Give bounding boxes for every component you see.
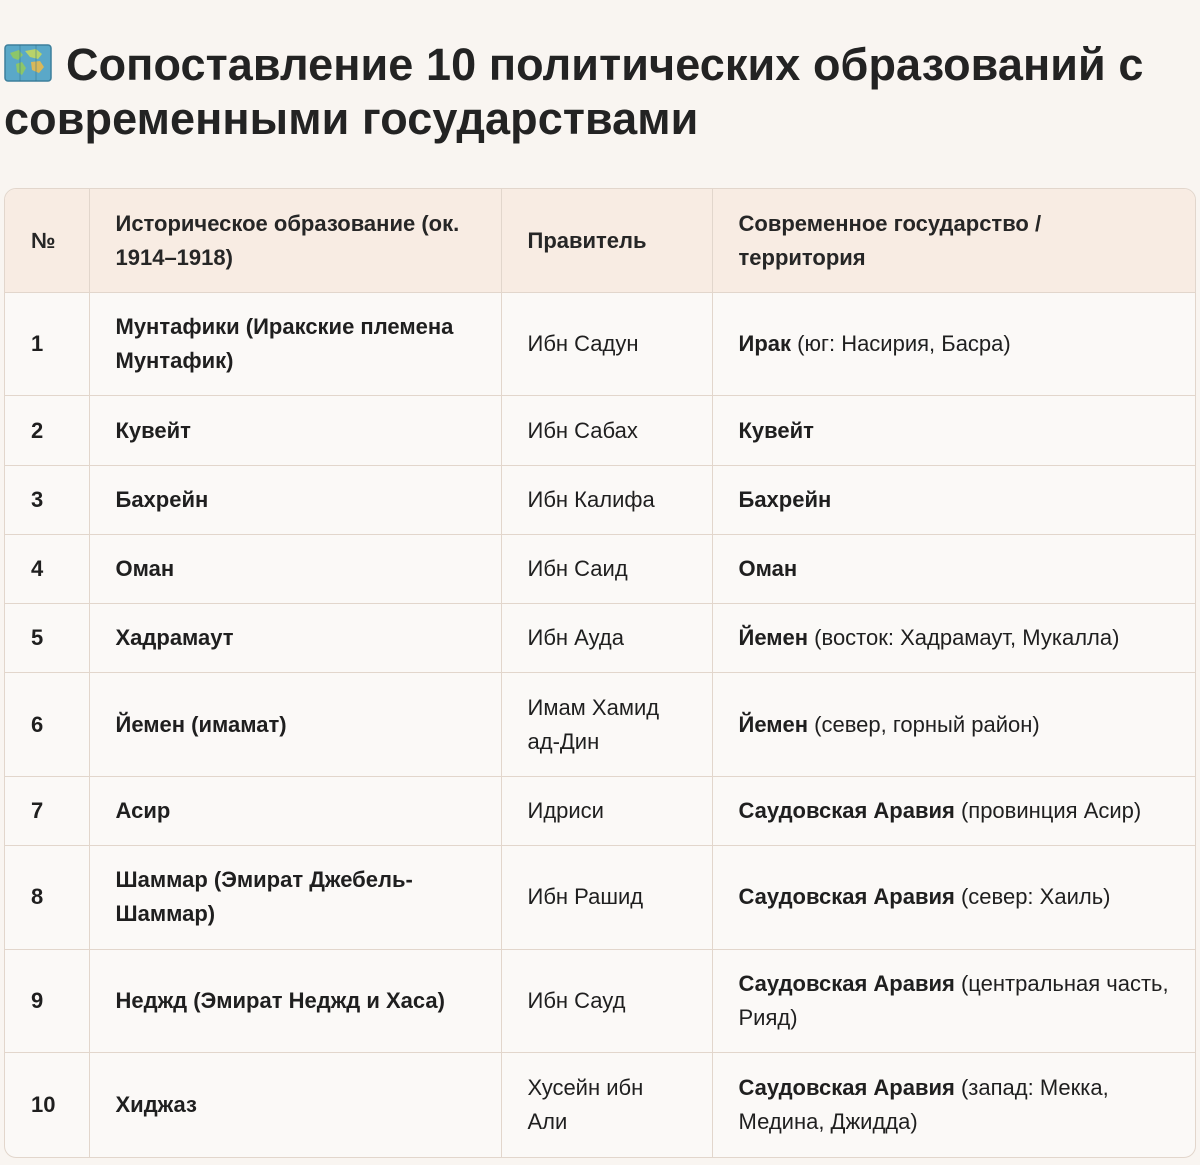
row-entity: Бахрейн [89,465,501,534]
table-row [5,846,1195,949]
row-num: 3 [5,465,89,534]
modern-country: Йемен [738,625,809,651]
row-num: 8 [5,846,89,949]
modern-country: Саудовская Аравия [738,798,955,823]
row-modern [712,465,1195,534]
modern-detail: (провинция Асир) [954,798,1142,823]
modern-detail: (центральная часть, Рияд) [738,970,1169,1030]
row-num: 9 [5,949,89,1052]
modern-country: Саудовская Аравия [738,1074,955,1100]
modern-country: Саудовская Аравия [738,970,955,996]
table-row [5,534,1195,603]
table-row [5,465,1195,534]
comparison-table-container [4,188,1196,1158]
row-num: 10 [5,1052,89,1157]
row-ruler: Имам Хамид ад-Дин [501,673,712,776]
row-modern [712,949,1195,1052]
header-ruler: Правитель [501,189,712,293]
row-ruler: Хусейн ибн Али [501,1052,712,1157]
row-modern [712,396,1195,465]
row-entity: Йемен (имамат) [89,673,501,776]
modern-country: Ирак [738,331,791,357]
row-entity: Мунтафики (Иракские племена Мунтафик) [89,293,501,396]
modern-detail: (юг: Насирия, Басра) [791,331,1011,357]
row-num: 2 [5,396,89,465]
row-ruler: Ибн Садун [501,293,712,396]
row-num: 4 [5,534,89,603]
row-ruler: Идриси [501,776,712,845]
row-ruler: Ибн Саид [501,534,712,603]
table-header-row [5,189,1195,293]
row-ruler: Ибн Ауда [501,604,712,673]
row-num: 7 [5,776,89,845]
row-entity: Хадрамаут [89,604,501,673]
row-modern [712,673,1195,776]
header-modern: Современное государство / территория [712,189,1195,293]
header-entity: Историческое образование (ок. 1914–1918) [89,189,501,293]
row-modern [712,776,1195,845]
row-entity: Кувейт [89,396,501,465]
table-row [5,396,1195,465]
row-entity: Шаммар (Эмират Джебель-Шаммар) [89,846,501,949]
header-num: № [5,189,89,293]
modern-detail: (восток: Хадрамаут, Мукалла) [808,625,1120,651]
row-ruler: Ибн Сабах [501,396,712,465]
world-map-icon [4,40,52,78]
page-title [4,38,1194,146]
row-modern [712,293,1195,396]
row-ruler: Ибн Сауд [501,949,712,1052]
modern-detail: (север: Хаиль) [954,884,1111,910]
row-entity: Асир [89,776,501,845]
table-row [5,949,1195,1052]
row-entity: Неджд (Эмират Неджд и Хаса) [89,949,501,1052]
row-modern [712,534,1195,603]
modern-country: Бахрейн [738,486,832,512]
row-entity: Оман [89,534,501,603]
comparison-table [5,189,1195,1157]
row-modern [712,1052,1195,1157]
table-row [5,604,1195,673]
row-entity: Хиджаз [89,1052,501,1157]
table-row [5,293,1195,396]
modern-detail: (север, горный район) [808,711,1040,737]
row-num: 6 [5,673,89,776]
row-modern [712,846,1195,949]
modern-country: Кувейт [738,417,814,443]
row-modern [712,604,1195,673]
modern-country: Йемен [738,711,809,737]
modern-detail: (запад: Мекка, Медина, Джидда) [738,1074,1109,1134]
row-ruler: Ибн Калифа [501,465,712,534]
page-title-text: Сопоставление 10 политических образований с современными государствами [4,39,1144,144]
table-row [5,776,1195,845]
modern-country: Саудовская Аравия [738,884,955,910]
row-num: 1 [5,293,89,396]
modern-country: Оман [738,556,798,582]
row-num: 5 [5,604,89,673]
table-row [5,673,1195,776]
row-ruler: Ибн Рашид [501,846,712,949]
table-row [5,1052,1195,1157]
